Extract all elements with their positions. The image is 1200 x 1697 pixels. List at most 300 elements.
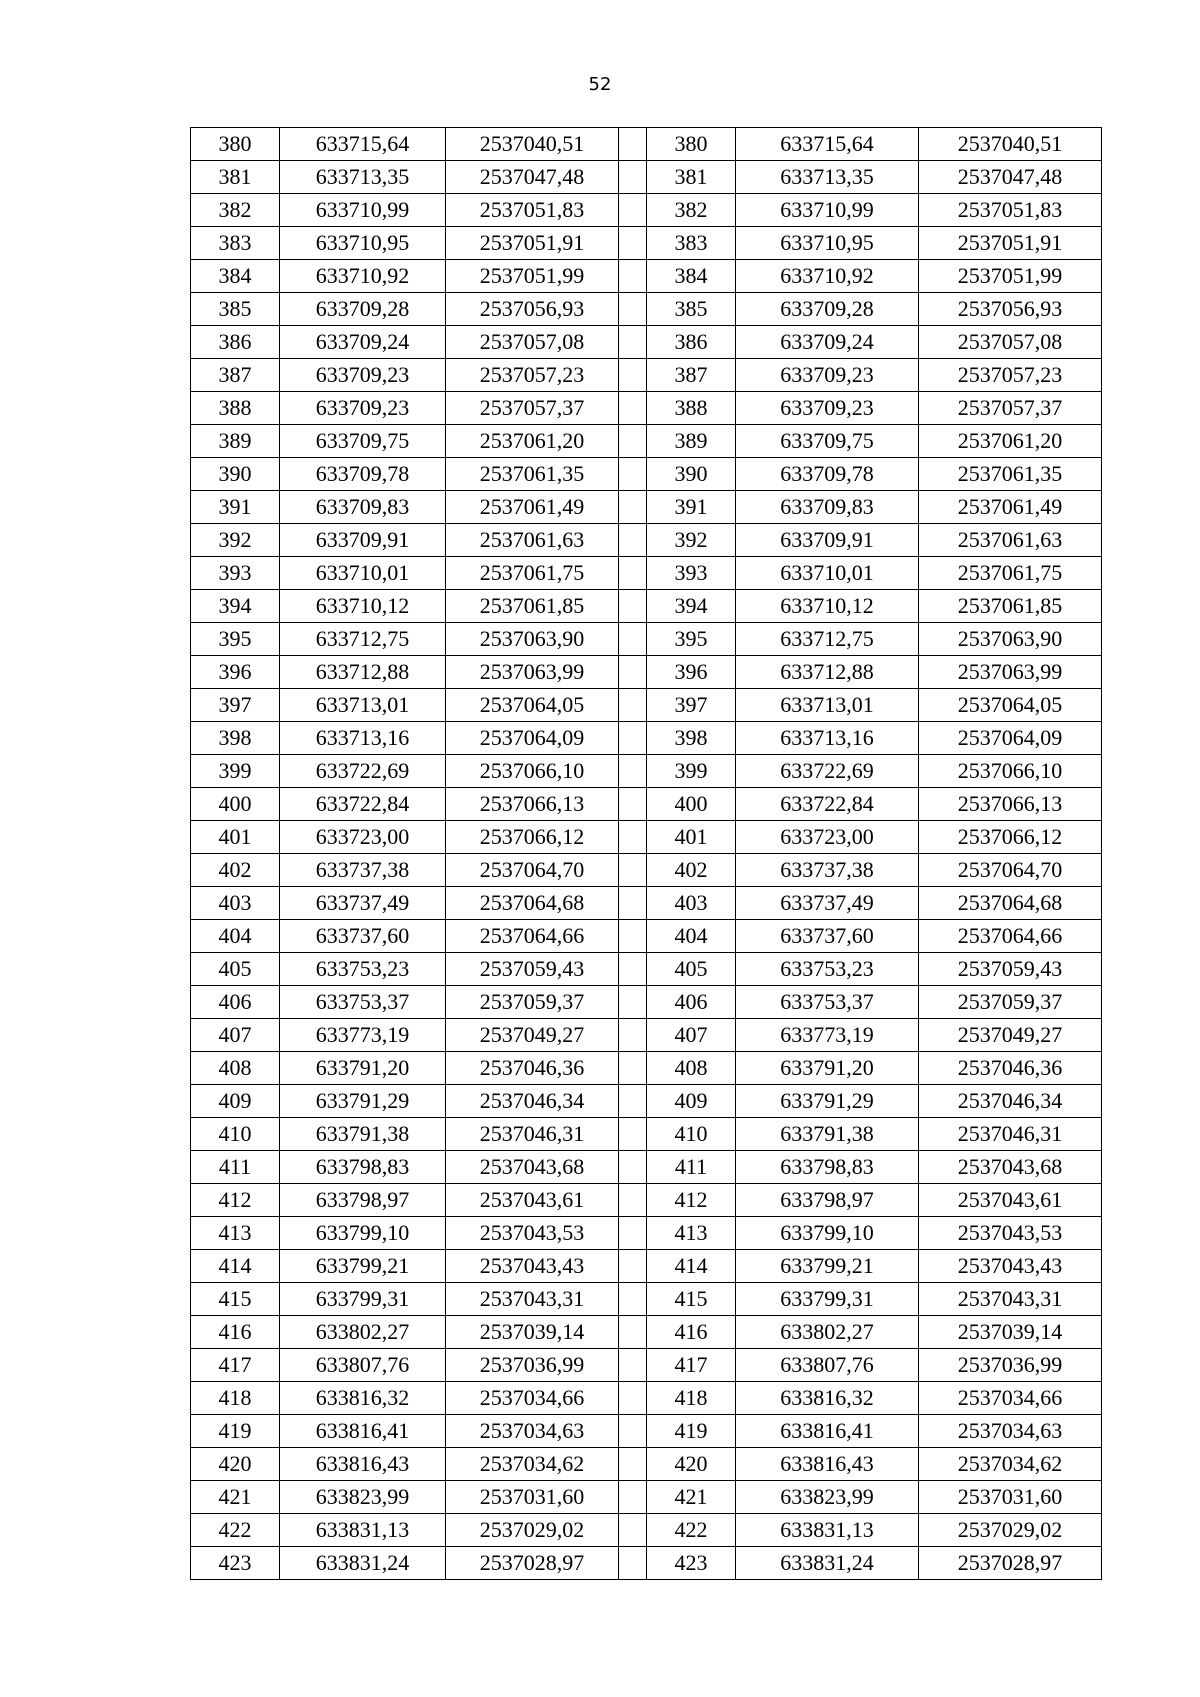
point-number-cell: 402 [647, 854, 736, 887]
empty-separator-cell [619, 1217, 647, 1250]
point-number-cell: 395 [647, 623, 736, 656]
point-number-cell: 387 [647, 359, 736, 392]
y-coordinate-cell: 2537063,99 [446, 656, 619, 689]
point-number-cell: 397 [191, 689, 280, 722]
x-coordinate-cell: 633713,01 [736, 689, 919, 722]
table-row [191, 1514, 1102, 1547]
y-coordinate-cell: 2537046,34 [919, 1085, 1102, 1118]
point-number-cell: 397 [647, 689, 736, 722]
y-coordinate-cell: 2537061,63 [446, 524, 619, 557]
x-coordinate-cell: 633712,75 [280, 623, 446, 656]
x-coordinate-cell: 633710,92 [736, 260, 919, 293]
point-number-cell: 408 [191, 1052, 280, 1085]
table-row [191, 1382, 1102, 1415]
y-coordinate-cell: 2537051,91 [446, 227, 619, 260]
x-coordinate-cell: 633710,12 [280, 590, 446, 623]
x-coordinate-cell: 633799,21 [736, 1250, 919, 1283]
table-row [191, 1085, 1102, 1118]
point-number-cell: 405 [647, 953, 736, 986]
y-coordinate-cell: 2537047,48 [919, 161, 1102, 194]
y-coordinate-cell: 2537061,35 [446, 458, 619, 491]
y-coordinate-cell: 2537040,51 [919, 128, 1102, 161]
y-coordinate-cell: 2537049,27 [919, 1019, 1102, 1052]
y-coordinate-cell: 2537059,37 [919, 986, 1102, 1019]
point-number-cell: 413 [191, 1217, 280, 1250]
y-coordinate-cell: 2537049,27 [446, 1019, 619, 1052]
x-coordinate-cell: 633823,99 [736, 1481, 919, 1514]
x-coordinate-cell: 633713,35 [736, 161, 919, 194]
point-number-cell: 394 [191, 590, 280, 623]
empty-separator-cell [619, 359, 647, 392]
empty-separator-cell [619, 326, 647, 359]
table-row [191, 854, 1102, 887]
point-number-cell: 382 [191, 194, 280, 227]
table-row [191, 788, 1102, 821]
table-row [191, 458, 1102, 491]
y-coordinate-cell: 2537051,83 [919, 194, 1102, 227]
empty-separator-cell [619, 1481, 647, 1514]
x-coordinate-cell: 633737,49 [736, 887, 919, 920]
point-number-cell: 415 [647, 1283, 736, 1316]
table-row [191, 557, 1102, 590]
x-coordinate-cell: 633710,95 [736, 227, 919, 260]
table-row [191, 689, 1102, 722]
y-coordinate-cell: 2537034,63 [919, 1415, 1102, 1448]
point-number-cell: 407 [191, 1019, 280, 1052]
point-number-cell: 383 [191, 227, 280, 260]
x-coordinate-cell: 633802,27 [736, 1316, 919, 1349]
point-number-cell: 412 [647, 1184, 736, 1217]
point-number-cell: 396 [647, 656, 736, 689]
point-number-cell: 400 [191, 788, 280, 821]
y-coordinate-cell: 2537039,14 [919, 1316, 1102, 1349]
point-number-cell: 420 [647, 1448, 736, 1481]
point-number-cell: 400 [647, 788, 736, 821]
empty-separator-cell [619, 194, 647, 227]
point-number-cell: 387 [191, 359, 280, 392]
x-coordinate-cell: 633798,83 [280, 1151, 446, 1184]
x-coordinate-cell: 633773,19 [736, 1019, 919, 1052]
point-number-cell: 388 [191, 392, 280, 425]
y-coordinate-cell: 2537046,34 [446, 1085, 619, 1118]
x-coordinate-cell: 633798,97 [736, 1184, 919, 1217]
empty-separator-cell [619, 1415, 647, 1448]
y-coordinate-cell: 2537056,93 [446, 293, 619, 326]
y-coordinate-cell: 2537061,49 [919, 491, 1102, 524]
y-coordinate-cell: 2537043,61 [446, 1184, 619, 1217]
point-number-cell: 422 [191, 1514, 280, 1547]
y-coordinate-cell: 2537064,70 [919, 854, 1102, 887]
y-coordinate-cell: 2537061,20 [919, 425, 1102, 458]
point-number-cell: 385 [191, 293, 280, 326]
x-coordinate-cell: 633709,23 [280, 392, 446, 425]
point-number-cell: 396 [191, 656, 280, 689]
point-number-cell: 398 [191, 722, 280, 755]
y-coordinate-cell: 2537063,99 [919, 656, 1102, 689]
point-number-cell: 409 [191, 1085, 280, 1118]
table-row [191, 821, 1102, 854]
point-number-cell: 402 [191, 854, 280, 887]
point-number-cell: 403 [191, 887, 280, 920]
y-coordinate-cell: 2537064,68 [919, 887, 1102, 920]
y-coordinate-cell: 2537064,68 [446, 887, 619, 920]
point-number-cell: 392 [191, 524, 280, 557]
x-coordinate-cell: 633799,31 [736, 1283, 919, 1316]
y-coordinate-cell: 2537047,48 [446, 161, 619, 194]
table-row [191, 887, 1102, 920]
point-number-cell: 423 [191, 1547, 280, 1580]
point-number-cell: 406 [647, 986, 736, 1019]
point-number-cell: 410 [191, 1118, 280, 1151]
x-coordinate-cell: 633831,24 [736, 1547, 919, 1580]
y-coordinate-cell: 2537043,53 [919, 1217, 1102, 1250]
y-coordinate-cell: 2537061,85 [446, 590, 619, 623]
table-row [191, 722, 1102, 755]
table-row [191, 359, 1102, 392]
point-number-cell: 409 [647, 1085, 736, 1118]
empty-separator-cell [619, 1349, 647, 1382]
point-number-cell: 399 [647, 755, 736, 788]
empty-separator-cell [619, 1382, 647, 1415]
x-coordinate-cell: 633773,19 [280, 1019, 446, 1052]
x-coordinate-cell: 633753,23 [280, 953, 446, 986]
x-coordinate-cell: 633791,29 [280, 1085, 446, 1118]
x-coordinate-cell: 633709,23 [736, 392, 919, 425]
x-coordinate-cell: 633816,41 [736, 1415, 919, 1448]
x-coordinate-cell: 633709,28 [280, 293, 446, 326]
y-coordinate-cell: 2537046,36 [446, 1052, 619, 1085]
coordinates-table [190, 127, 1102, 1580]
x-coordinate-cell: 633710,99 [280, 194, 446, 227]
y-coordinate-cell: 2537034,62 [919, 1448, 1102, 1481]
table-row [191, 1052, 1102, 1085]
x-coordinate-cell: 633723,00 [736, 821, 919, 854]
empty-separator-cell [619, 425, 647, 458]
point-number-cell: 392 [647, 524, 736, 557]
point-number-cell: 403 [647, 887, 736, 920]
empty-separator-cell [619, 953, 647, 986]
point-number-cell: 386 [191, 326, 280, 359]
y-coordinate-cell: 2537034,66 [919, 1382, 1102, 1415]
point-number-cell: 386 [647, 326, 736, 359]
x-coordinate-cell: 633713,01 [280, 689, 446, 722]
y-coordinate-cell: 2537043,68 [919, 1151, 1102, 1184]
x-coordinate-cell: 633712,75 [736, 623, 919, 656]
y-coordinate-cell: 2537057,37 [446, 392, 619, 425]
point-number-cell: 417 [191, 1349, 280, 1382]
x-coordinate-cell: 633737,60 [280, 920, 446, 953]
table-row [191, 194, 1102, 227]
x-coordinate-cell: 633753,37 [736, 986, 919, 1019]
x-coordinate-cell: 633709,75 [280, 425, 446, 458]
point-number-cell: 393 [191, 557, 280, 590]
table-row [191, 491, 1102, 524]
empty-separator-cell [619, 1085, 647, 1118]
table-row [191, 1184, 1102, 1217]
empty-separator-cell [619, 1184, 647, 1217]
y-coordinate-cell: 2537051,91 [919, 227, 1102, 260]
empty-separator-cell [619, 1052, 647, 1085]
y-coordinate-cell: 2537066,10 [446, 755, 619, 788]
point-number-cell: 399 [191, 755, 280, 788]
point-number-cell: 423 [647, 1547, 736, 1580]
y-coordinate-cell: 2537034,66 [446, 1382, 619, 1415]
y-coordinate-cell: 2537043,43 [446, 1250, 619, 1283]
empty-separator-cell [619, 1448, 647, 1481]
point-number-cell: 411 [647, 1151, 736, 1184]
empty-separator-cell [619, 722, 647, 755]
y-coordinate-cell: 2537039,14 [446, 1316, 619, 1349]
x-coordinate-cell: 633709,23 [280, 359, 446, 392]
table-row [191, 1448, 1102, 1481]
point-number-cell: 380 [647, 128, 736, 161]
table-row [191, 1349, 1102, 1382]
y-coordinate-cell: 2537031,60 [919, 1481, 1102, 1514]
point-number-cell: 419 [647, 1415, 736, 1448]
x-coordinate-cell: 633709,91 [280, 524, 446, 557]
x-coordinate-cell: 633798,97 [280, 1184, 446, 1217]
empty-separator-cell [619, 260, 647, 293]
y-coordinate-cell: 2537066,10 [919, 755, 1102, 788]
y-coordinate-cell: 2537046,31 [446, 1118, 619, 1151]
x-coordinate-cell: 633737,60 [736, 920, 919, 953]
point-number-cell: 410 [647, 1118, 736, 1151]
empty-separator-cell [619, 887, 647, 920]
x-coordinate-cell: 633709,78 [736, 458, 919, 491]
y-coordinate-cell: 2537057,08 [446, 326, 619, 359]
y-coordinate-cell: 2537057,23 [446, 359, 619, 392]
x-coordinate-cell: 633709,83 [736, 491, 919, 524]
y-coordinate-cell: 2537061,20 [446, 425, 619, 458]
point-number-cell: 404 [191, 920, 280, 953]
x-coordinate-cell: 633710,12 [736, 590, 919, 623]
y-coordinate-cell: 2537051,99 [919, 260, 1102, 293]
empty-separator-cell [619, 1118, 647, 1151]
table-row [191, 623, 1102, 656]
y-coordinate-cell: 2537031,60 [446, 1481, 619, 1514]
x-coordinate-cell: 633799,21 [280, 1250, 446, 1283]
x-coordinate-cell: 633807,76 [736, 1349, 919, 1382]
empty-separator-cell [619, 227, 647, 260]
y-coordinate-cell: 2537046,31 [919, 1118, 1102, 1151]
empty-separator-cell [619, 557, 647, 590]
point-number-cell: 418 [191, 1382, 280, 1415]
point-number-cell: 389 [647, 425, 736, 458]
x-coordinate-cell: 633831,24 [280, 1547, 446, 1580]
point-number-cell: 416 [647, 1316, 736, 1349]
x-coordinate-cell: 633816,43 [280, 1448, 446, 1481]
y-coordinate-cell: 2537051,99 [446, 260, 619, 293]
empty-separator-cell [619, 524, 647, 557]
y-coordinate-cell: 2537029,02 [919, 1514, 1102, 1547]
y-coordinate-cell: 2537043,61 [919, 1184, 1102, 1217]
table-row [191, 1217, 1102, 1250]
y-coordinate-cell: 2537028,97 [446, 1547, 619, 1580]
empty-separator-cell [619, 920, 647, 953]
coordinates-table-body [191, 128, 1102, 1580]
point-number-cell: 391 [191, 491, 280, 524]
x-coordinate-cell: 633791,29 [736, 1085, 919, 1118]
empty-separator-cell [619, 590, 647, 623]
point-number-cell: 411 [191, 1151, 280, 1184]
empty-separator-cell [619, 161, 647, 194]
point-number-cell: 380 [191, 128, 280, 161]
y-coordinate-cell: 2537066,13 [446, 788, 619, 821]
table-row [191, 425, 1102, 458]
table-row [191, 524, 1102, 557]
y-coordinate-cell: 2537056,93 [919, 293, 1102, 326]
y-coordinate-cell: 2537057,37 [919, 392, 1102, 425]
point-number-cell: 384 [647, 260, 736, 293]
x-coordinate-cell: 633709,83 [280, 491, 446, 524]
point-number-cell: 421 [191, 1481, 280, 1514]
y-coordinate-cell: 2537066,13 [919, 788, 1102, 821]
table-row [191, 953, 1102, 986]
point-number-cell: 401 [191, 821, 280, 854]
x-coordinate-cell: 633831,13 [280, 1514, 446, 1547]
y-coordinate-cell: 2537064,09 [919, 722, 1102, 755]
point-number-cell: 418 [647, 1382, 736, 1415]
point-number-cell: 417 [647, 1349, 736, 1382]
x-coordinate-cell: 633709,75 [736, 425, 919, 458]
x-coordinate-cell: 633722,69 [280, 755, 446, 788]
y-coordinate-cell: 2537064,70 [446, 854, 619, 887]
point-number-cell: 384 [191, 260, 280, 293]
empty-separator-cell [619, 128, 647, 161]
table-row [191, 128, 1102, 161]
x-coordinate-cell: 633715,64 [280, 128, 446, 161]
x-coordinate-cell: 633791,20 [280, 1052, 446, 1085]
y-coordinate-cell: 2537034,63 [446, 1415, 619, 1448]
x-coordinate-cell: 633753,23 [736, 953, 919, 986]
empty-separator-cell [619, 392, 647, 425]
y-coordinate-cell: 2537059,37 [446, 986, 619, 1019]
empty-separator-cell [619, 1283, 647, 1316]
x-coordinate-cell: 633712,88 [280, 656, 446, 689]
table-row [191, 656, 1102, 689]
empty-separator-cell [619, 1547, 647, 1580]
y-coordinate-cell: 2537046,36 [919, 1052, 1102, 1085]
x-coordinate-cell: 633709,91 [736, 524, 919, 557]
point-number-cell: 390 [647, 458, 736, 491]
x-coordinate-cell: 633710,01 [736, 557, 919, 590]
x-coordinate-cell: 633831,13 [736, 1514, 919, 1547]
point-number-cell: 389 [191, 425, 280, 458]
point-number-cell: 401 [647, 821, 736, 854]
x-coordinate-cell: 633709,78 [280, 458, 446, 491]
point-number-cell: 385 [647, 293, 736, 326]
x-coordinate-cell: 633709,24 [736, 326, 919, 359]
y-coordinate-cell: 2537061,35 [919, 458, 1102, 491]
y-coordinate-cell: 2537034,62 [446, 1448, 619, 1481]
y-coordinate-cell: 2537061,49 [446, 491, 619, 524]
x-coordinate-cell: 633722,69 [736, 755, 919, 788]
y-coordinate-cell: 2537061,75 [919, 557, 1102, 590]
empty-separator-cell [619, 656, 647, 689]
table-row [191, 1250, 1102, 1283]
table-row [191, 1118, 1102, 1151]
point-number-cell: 414 [647, 1250, 736, 1283]
x-coordinate-cell: 633710,01 [280, 557, 446, 590]
point-number-cell: 390 [191, 458, 280, 491]
table-row [191, 326, 1102, 359]
x-coordinate-cell: 633816,41 [280, 1415, 446, 1448]
x-coordinate-cell: 633791,38 [280, 1118, 446, 1151]
x-coordinate-cell: 633753,37 [280, 986, 446, 1019]
x-coordinate-cell: 633712,88 [736, 656, 919, 689]
point-number-cell: 412 [191, 1184, 280, 1217]
x-coordinate-cell: 633710,92 [280, 260, 446, 293]
y-coordinate-cell: 2537066,12 [919, 821, 1102, 854]
empty-separator-cell [619, 788, 647, 821]
x-coordinate-cell: 633722,84 [280, 788, 446, 821]
point-number-cell: 408 [647, 1052, 736, 1085]
table-row [191, 920, 1102, 953]
x-coordinate-cell: 633723,00 [280, 821, 446, 854]
table-row [191, 986, 1102, 1019]
table-row [191, 1316, 1102, 1349]
x-coordinate-cell: 633799,10 [736, 1217, 919, 1250]
point-number-cell: 421 [647, 1481, 736, 1514]
y-coordinate-cell: 2537066,12 [446, 821, 619, 854]
empty-separator-cell [619, 1250, 647, 1283]
y-coordinate-cell: 2537057,23 [919, 359, 1102, 392]
empty-separator-cell [619, 1151, 647, 1184]
empty-separator-cell [619, 854, 647, 887]
y-coordinate-cell: 2537043,31 [919, 1283, 1102, 1316]
empty-separator-cell [619, 821, 647, 854]
x-coordinate-cell: 633713,16 [736, 722, 919, 755]
table-row [191, 1019, 1102, 1052]
x-coordinate-cell: 633816,43 [736, 1448, 919, 1481]
point-number-cell: 407 [647, 1019, 736, 1052]
y-coordinate-cell: 2537064,66 [446, 920, 619, 953]
x-coordinate-cell: 633713,35 [280, 161, 446, 194]
x-coordinate-cell: 633802,27 [280, 1316, 446, 1349]
empty-separator-cell [619, 491, 647, 524]
x-coordinate-cell: 633816,32 [736, 1382, 919, 1415]
point-number-cell: 393 [647, 557, 736, 590]
y-coordinate-cell: 2537064,05 [446, 689, 619, 722]
point-number-cell: 381 [647, 161, 736, 194]
table-row [191, 260, 1102, 293]
y-coordinate-cell: 2537043,68 [446, 1151, 619, 1184]
table-row [191, 392, 1102, 425]
x-coordinate-cell: 633799,31 [280, 1283, 446, 1316]
table-row [191, 1481, 1102, 1514]
empty-separator-cell [619, 689, 647, 722]
x-coordinate-cell: 633709,28 [736, 293, 919, 326]
empty-separator-cell [619, 1316, 647, 1349]
y-coordinate-cell: 2537043,43 [919, 1250, 1102, 1283]
y-coordinate-cell: 2537063,90 [919, 623, 1102, 656]
x-coordinate-cell: 633737,38 [736, 854, 919, 887]
empty-separator-cell [619, 1514, 647, 1547]
point-number-cell: 383 [647, 227, 736, 260]
x-coordinate-cell: 633710,95 [280, 227, 446, 260]
y-coordinate-cell: 2537064,05 [919, 689, 1102, 722]
point-number-cell: 419 [191, 1415, 280, 1448]
empty-separator-cell [619, 1019, 647, 1052]
x-coordinate-cell: 633737,49 [280, 887, 446, 920]
x-coordinate-cell: 633791,20 [736, 1052, 919, 1085]
y-coordinate-cell: 2537036,99 [919, 1349, 1102, 1382]
table-row [191, 293, 1102, 326]
point-number-cell: 414 [191, 1250, 280, 1283]
empty-separator-cell [619, 623, 647, 656]
y-coordinate-cell: 2537059,43 [446, 953, 619, 986]
y-coordinate-cell: 2537061,75 [446, 557, 619, 590]
